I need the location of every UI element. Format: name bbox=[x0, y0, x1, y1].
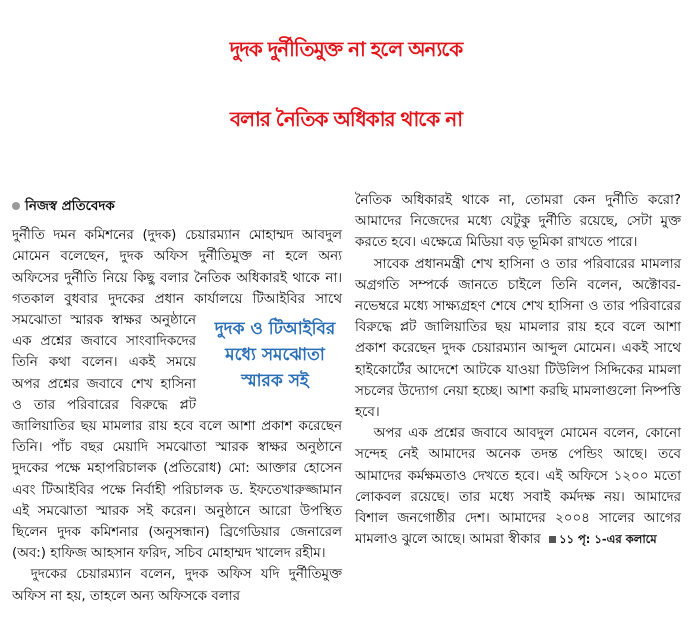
headline bbox=[0, 14, 692, 154]
article-paragraph bbox=[12, 225, 342, 564]
paragraph-text: অপর এক প্রশ্নের জবাবে আবদুল মোমেন বলেন, কোনো সন্দেহ নেই আমাদের অনেক তদন্ত পেন্ডিং আছে। তবে আমাদের কর্মক্ষমতাও দেখতে হবে। এই অফিসে ১২০০ মতো লোকবল রয়েছে। তার মধ্যে সবাই কর্মদক্ষ নয়। আমাদের বিশাল জনগোষ্ঠীর দেশ। আমাদের ২০০৪ সালের আগের মামলাও ঝুলে আছে। আমরা স্বীকার bbox=[355, 426, 681, 548]
paragraph-text: স্মারক স্বাক্ষর অনুষ্ঠানে এক প্রশ্নের জবাবে সাংবাদিকদের তিনি কথা বলেন। একই সময়ে অপর প্রশ্নের জবাবে শেখ হাসিনা ও তার পরিবারের বিরুদ্ধে প্লট জালিয়াতির ছয় মামলার রায় হবে বলে আশা প্রকাশ করেছেন তিনি। পাঁচ বছর মেয়াদি সমঝোতা স্মারক স্বাক্ষর অনুষ্ঠানে দুদকের পক্ষে মহাপরিচালক (প্রতিরোধ) মো: আক্তার হোসেন এবং টিআইবির পক্ষে নির্বাহী পরিচালক ড. ইফতেখারুজ্জামান এই সমঝোতা স্মারক সই করেন। অনুষ্ঠানে আরো উপস্থিত ছিলেন দুদক কমিশনার (অনুসন্ধান) ব্রিগেডিয়ার জেনারেল (অব:) হাফিজ আহসান ফরিদ, সচিব মোহাম্মদ খালেদ রহীম। bbox=[12, 313, 342, 562]
byline bbox=[12, 196, 342, 217]
pull-quote-line-2: মধ্যে সমঝোতা bbox=[225, 345, 325, 366]
article-paragraph: সাবেক প্রধানমন্ত্রী শেখ হাসিনা ও তার পরিবারের মামলার অগ্রগতি সম্পর্কে জানতে চাইলে তিনি বলেন, অক্টোবর-নভেম্বরে মধ্যে সাক্ষ্যগ্রহণ শেষে শেখ হাসিনা ও তার পরিবারের বিরুদ্ধে প্লট জালিয়াতির ছয় মামলার রায় হবে বলে আশা প্রকাশ করেছেন দুদক চেয়ারম্যান আব্দুল মোমেন। একই সাথে হাইকোর্টের আদেশে আটকে যাওয়া টিউলিপ সিদ্দিকের মামলা সচলের উদ্যোগ নেয়া হচ্ছে। আশা করছি মামলাগুলো নিষ্পত্তি হবে। bbox=[355, 256, 681, 421]
article-left-column bbox=[12, 196, 342, 607]
byline-text: নিজস্ব প্রতিবেদক bbox=[25, 199, 115, 214]
pull-quote bbox=[204, 316, 346, 394]
square-bullet-icon bbox=[549, 536, 556, 543]
article-paragraph: দুদকের চেয়ারম্যান বলেন, দুদক অফিস যদি দুর্নীতিমুক্ত অফিস না হয়, তাহলে অন্য অফিসকে বলার bbox=[12, 567, 342, 604]
headline-line-1: দুদক দুর্নীতিমুক্ত না হলে অন্যকে bbox=[229, 37, 463, 61]
continuation-note[interactable] bbox=[545, 532, 657, 546]
pull-quote-line-3: স্মারক সই bbox=[241, 371, 309, 392]
pull-quote-line-1: দুদক ও টিআইবির bbox=[214, 319, 336, 340]
bullet-icon bbox=[12, 202, 20, 210]
paragraph-text: দুর্নীতি দমন কমিশনের (দুদক) চেয়ারম্যান মোহাম্মদ আবদুল মোমেন বলেছেন, দুদক অফিস দুর্নীতিমুক্ত না হলে অন্য অফিসের দুর্নীতি নিয়ে কিছু বলার নৈতিক অধিকারই থাকে না। গতকাল বুধবার দুদকের প্রধান কার্যালয়ে টিআইবির সাথে সমঝোতা bbox=[12, 228, 342, 329]
article-right-column bbox=[355, 190, 681, 550]
article-paragraph: নৈতিক অধিকারই থাকে না, তোমরা কেন দুর্নীতি করো? আমাদের নিজেদের মধ্যে যেটুকু দুর্নীতি রয়েছে, সেটা মুক্ত করতে হবে। এক্ষেত্রে মিডিয়া বড় ভূমিকা রাখতে পারে। bbox=[355, 193, 681, 251]
headline-line-2: বলার নৈতিক অধিকার থাকে না bbox=[230, 107, 462, 131]
continuation-text: ১১ পৃ: ১-এর কলামে bbox=[559, 532, 657, 547]
article-paragraph bbox=[355, 423, 681, 550]
